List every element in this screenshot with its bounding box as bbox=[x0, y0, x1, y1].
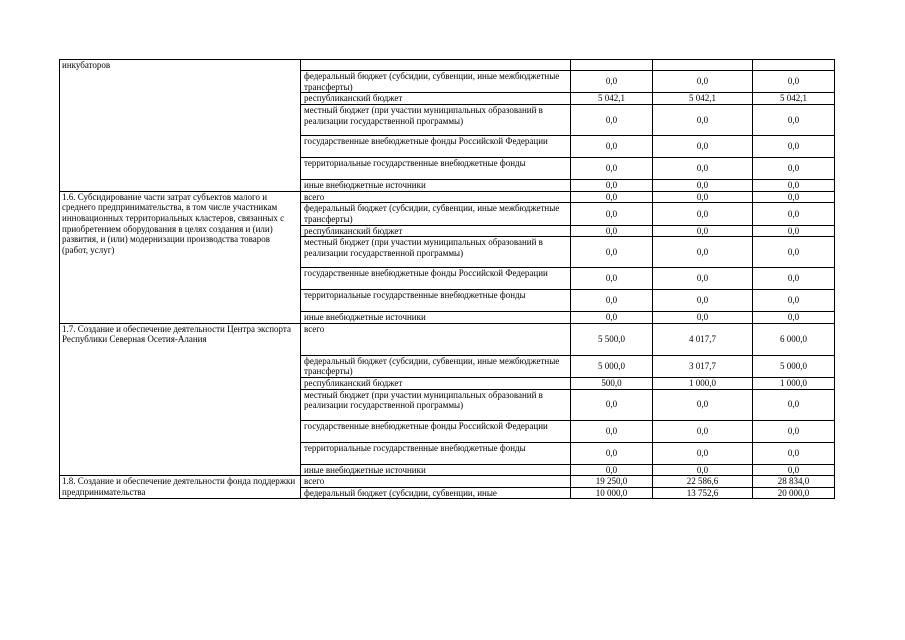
value-cell-year-2: 0,0 bbox=[653, 71, 753, 93]
value-cell-year-3: 0,0 bbox=[753, 420, 835, 442]
funding-source-cell: местный бюджет (при участии муниципальных образований в реализации государственной программы) bbox=[301, 389, 571, 420]
value-cell-year-2: 3 017,7 bbox=[653, 355, 753, 377]
funding-source-cell: территориальные государственные внебюджетные фонды bbox=[301, 158, 571, 180]
funding-source-cell: республиканский бюджет bbox=[301, 225, 571, 237]
value-cell-year-3 bbox=[753, 60, 835, 71]
value-cell-year-1: 5 500,0 bbox=[571, 323, 653, 355]
value-cell-year-2: 0,0 bbox=[653, 225, 753, 237]
table-row bbox=[60, 323, 835, 355]
funding-source-cell: федеральный бюджет (субсидии, субвенции, иные межбюджетные трансферты) bbox=[301, 355, 571, 377]
value-cell-year-3: 0,0 bbox=[753, 105, 835, 136]
value-cell-year-1 bbox=[571, 60, 653, 71]
funding-source-cell: республиканский бюджет bbox=[301, 377, 571, 389]
value-cell-year-1: 500,0 bbox=[571, 377, 653, 389]
value-cell-year-2: 0,0 bbox=[653, 389, 753, 420]
funding-source-cell: территориальные государственные внебюджетные фонды bbox=[301, 442, 571, 464]
funding-source-cell: федеральный бюджет (субсидии, субвенции, иные межбюджетные трансферты) bbox=[301, 71, 571, 93]
value-cell-year-2: 0,0 bbox=[653, 420, 753, 442]
value-cell-year-1: 10 000,0 bbox=[571, 487, 653, 499]
value-cell-year-3: 20 000,0 bbox=[753, 487, 835, 499]
funding-source-cell: республиканский бюджет bbox=[301, 93, 571, 105]
funding-source-cell: всего bbox=[301, 323, 571, 355]
value-cell-year-2: 0,0 bbox=[653, 464, 753, 476]
value-cell-year-3: 0,0 bbox=[753, 225, 835, 237]
value-cell-year-3: 0,0 bbox=[753, 464, 835, 476]
value-cell-year-1: 0,0 bbox=[571, 105, 653, 136]
value-cell-year-3: 0,0 bbox=[753, 442, 835, 464]
value-cell-year-2: 0,0 bbox=[653, 237, 753, 268]
value-cell-year-3: 0,0 bbox=[753, 268, 835, 290]
value-cell-year-1: 0,0 bbox=[571, 268, 653, 290]
table-row bbox=[60, 476, 835, 488]
funding-source-cell: территориальные государственные внебюджетные фонды bbox=[301, 290, 571, 312]
value-cell-year-2: 0,0 bbox=[653, 268, 753, 290]
value-cell-year-2: 0,0 bbox=[653, 312, 753, 324]
value-cell-year-1: 0,0 bbox=[571, 312, 653, 324]
value-cell-year-2: 22 586,6 bbox=[653, 476, 753, 488]
value-cell-year-1: 0,0 bbox=[571, 225, 653, 237]
value-cell-year-3: 0,0 bbox=[753, 71, 835, 93]
program-cell: 1.8. Создание и обеспечение деятельности фонда поддержки предпринимательства bbox=[60, 476, 301, 499]
value-cell-year-3: 5 000,0 bbox=[753, 355, 835, 377]
value-cell-year-2: 0,0 bbox=[653, 290, 753, 312]
funding-source-cell: федеральный бюджет (субсидии, субвенции, иные межбюджетные трансферты) bbox=[301, 203, 571, 225]
table-row bbox=[60, 60, 835, 71]
value-cell-year-3: 0,0 bbox=[753, 191, 835, 203]
value-cell-year-2: 0,0 bbox=[653, 136, 753, 158]
value-cell-year-1: 0,0 bbox=[571, 136, 653, 158]
funding-source-cell: всего bbox=[301, 476, 571, 488]
table-row bbox=[60, 191, 835, 203]
value-cell-year-3: 0,0 bbox=[753, 203, 835, 225]
program-cell: инкубаторов bbox=[60, 60, 301, 192]
value-cell-year-1: 0,0 bbox=[571, 290, 653, 312]
value-cell-year-3: 0,0 bbox=[753, 237, 835, 268]
value-cell-year-2: 13 752,6 bbox=[653, 487, 753, 499]
value-cell-year-2: 5 042,1 bbox=[653, 93, 753, 105]
value-cell-year-2: 0,0 bbox=[653, 191, 753, 203]
funding-source-cell: местный бюджет (при участии муниципальных образований в реализации государственной программы) bbox=[301, 237, 571, 268]
funding-source-cell: государственные внебюджетные фонды Российской Федерации bbox=[301, 420, 571, 442]
funding-source-cell: государственные внебюджетные фонды Российской Федерации bbox=[301, 268, 571, 290]
funding-source-cell: всего bbox=[301, 191, 571, 203]
value-cell-year-3: 0,0 bbox=[753, 389, 835, 420]
value-cell-year-2: 4 017,7 bbox=[653, 323, 753, 355]
funding-source-cell: местный бюджет (при участии муниципальных образований в реализации государственной программы) bbox=[301, 105, 571, 136]
value-cell-year-3: 0,0 bbox=[753, 180, 835, 192]
program-cell: 1.7. Создание и обеспечение деятельности Центра экспорта Республики Северная Осетия-Алания bbox=[60, 323, 301, 475]
value-cell-year-1: 0,0 bbox=[571, 464, 653, 476]
value-cell-year-3: 0,0 bbox=[753, 312, 835, 324]
value-cell-year-1: 0,0 bbox=[571, 237, 653, 268]
value-cell-year-3: 0,0 bbox=[753, 136, 835, 158]
program-cell: 1.6. Субсидирование части затрат субъектов малого и среднего предпринимательства, в том числе участникам инновационных территориальных кластеров, связанных с приобретением оборудования в целях создания и (или) развития, и (или) модернизации производства товаров (работ, услуг) bbox=[60, 191, 301, 323]
value-cell-year-1: 0,0 bbox=[571, 420, 653, 442]
value-cell-year-2: 0,0 bbox=[653, 105, 753, 136]
funding-source-cell: иные внебюджетные источники bbox=[301, 464, 571, 476]
value-cell-year-1: 5 000,0 bbox=[571, 355, 653, 377]
value-cell-year-2: 0,0 bbox=[653, 203, 753, 225]
value-cell-year-1: 0,0 bbox=[571, 442, 653, 464]
value-cell-year-3: 0,0 bbox=[753, 158, 835, 180]
value-cell-year-3: 1 000,0 bbox=[753, 377, 835, 389]
value-cell-year-2: 0,0 bbox=[653, 158, 753, 180]
value-cell-year-1: 0,0 bbox=[571, 180, 653, 192]
value-cell-year-2: 0,0 bbox=[653, 180, 753, 192]
value-cell-year-1: 0,0 bbox=[571, 203, 653, 225]
funding-source-cell: иные внебюджетные источники bbox=[301, 180, 571, 192]
value-cell-year-1: 0,0 bbox=[571, 389, 653, 420]
value-cell-year-1: 0,0 bbox=[571, 191, 653, 203]
funding-source-cell: федеральный бюджет (субсидии, субвенции, иные bbox=[301, 487, 571, 499]
value-cell-year-1: 19 250,0 bbox=[571, 476, 653, 488]
budget-table bbox=[59, 59, 835, 499]
funding-source-cell: государственные внебюджетные фонды Российской Федерации bbox=[301, 136, 571, 158]
value-cell-year-1: 0,0 bbox=[571, 71, 653, 93]
value-cell-year-2 bbox=[653, 60, 753, 71]
value-cell-year-3: 6 000,0 bbox=[753, 323, 835, 355]
value-cell-year-3: 5 042,1 bbox=[753, 93, 835, 105]
value-cell-year-3: 28 834,0 bbox=[753, 476, 835, 488]
value-cell-year-3: 0,0 bbox=[753, 290, 835, 312]
value-cell-year-2: 1 000,0 bbox=[653, 377, 753, 389]
value-cell-year-1: 5 042,1 bbox=[571, 93, 653, 105]
value-cell-year-2: 0,0 bbox=[653, 442, 753, 464]
funding-source-cell: иные внебюджетные источники bbox=[301, 312, 571, 324]
funding-source-cell bbox=[301, 60, 571, 71]
value-cell-year-1: 0,0 bbox=[571, 158, 653, 180]
